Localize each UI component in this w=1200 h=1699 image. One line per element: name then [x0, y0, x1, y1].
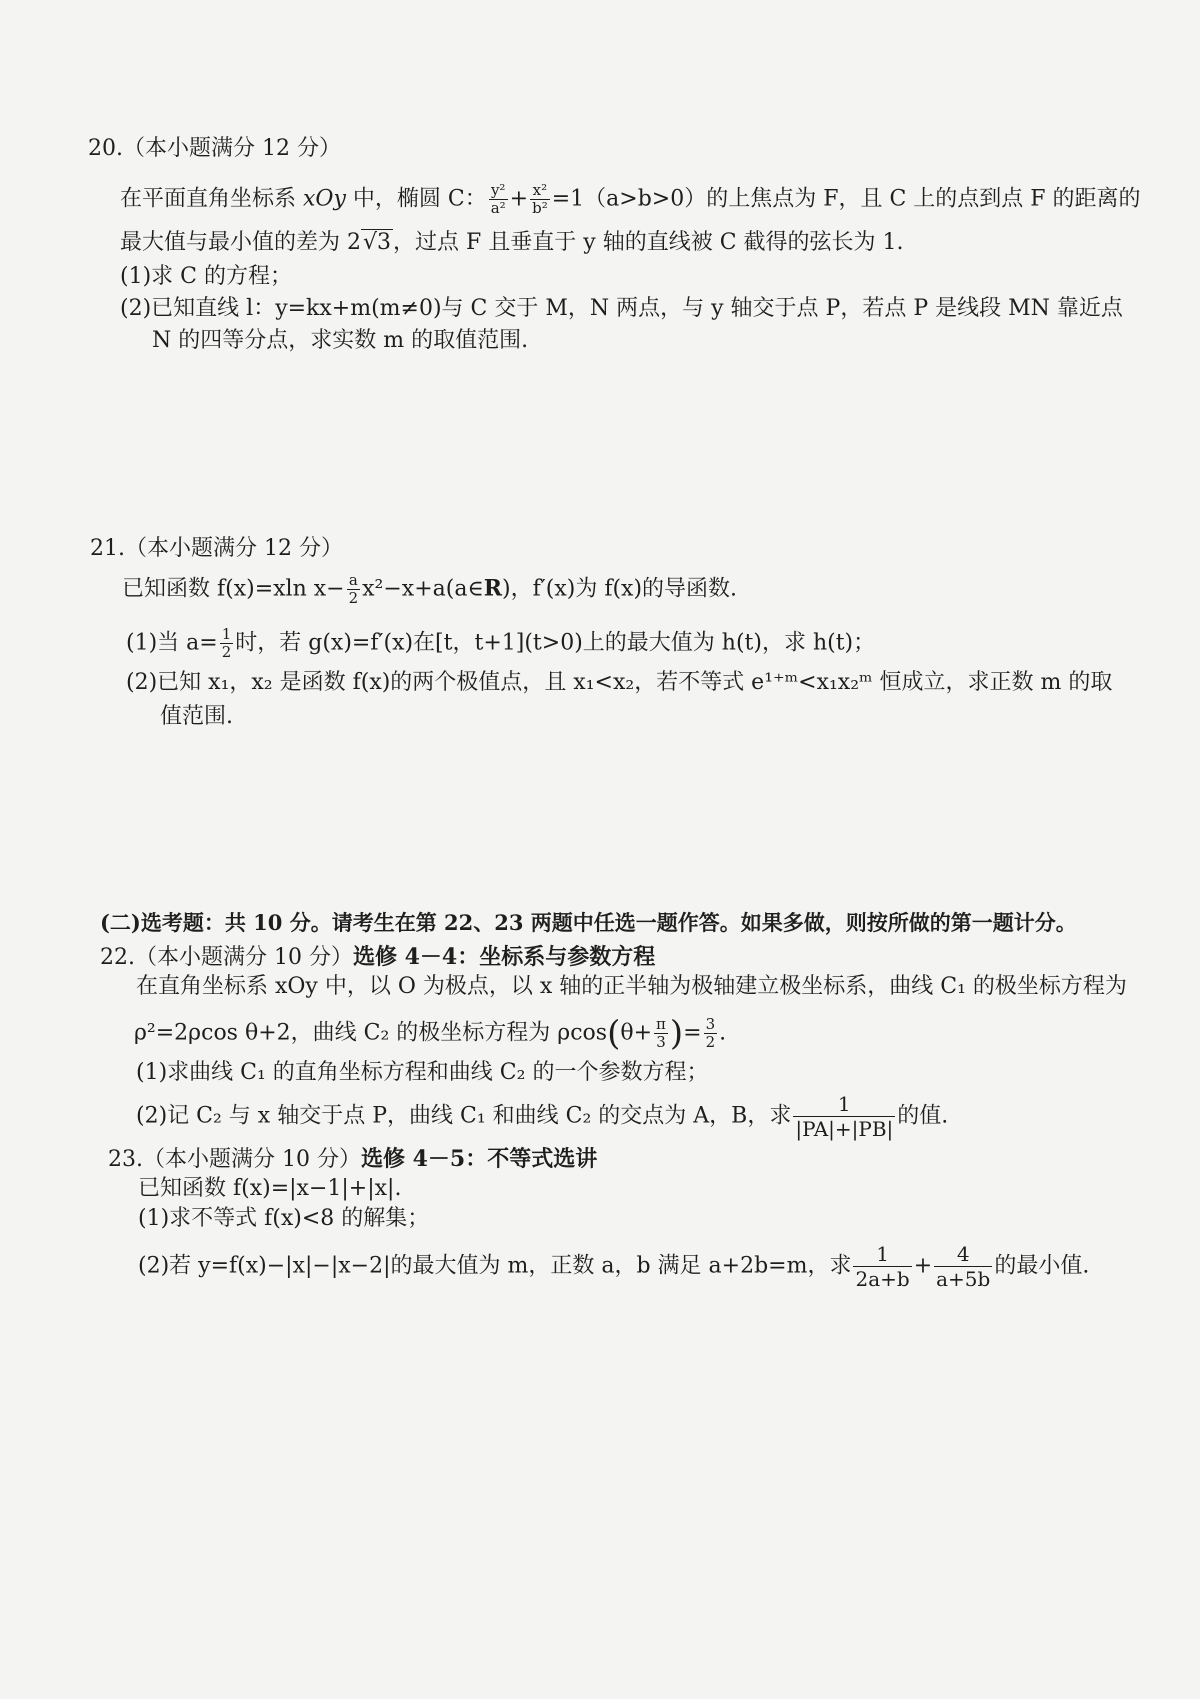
- q21-line1: 已知函数 f(x)=xln x− $\frac{a}{2}$ x²−x+a(a∈R)，f′(x)为 f(x)的导函数.: [122, 571, 738, 607]
- q20-frac-y2-a2: $\frac{\text{y²}}{\text{a²}}$: [490, 181, 506, 217]
- q23-part1: (1)求不等式 f(x)<8 的解集；: [138, 1206, 430, 1231]
- section-heading: (二)选考题：共 10 分。请考生在第 22、23 两题中任选一题作答。如果多做，则按所做的第一题计分。: [100, 910, 1077, 935]
- q21-header: 21.（本小题满分 12 分）: [90, 536, 343, 561]
- q23-part2: (2)若 y=f(x)−|x|−|x−2|的最大值为 m，正数 a，b 满足 a+2b=m，求 $\frac{1}{2a+b}$ + $\frac{4}{a+5b}$ 的最小值.: [138, 1242, 1090, 1291]
- q20-header: 20.（本小题满分 12 分）: [88, 136, 341, 161]
- q22-frac-3-2: $\frac{3}{2}$: [705, 1015, 716, 1051]
- q20-line1: 在平面直角坐标系 xOy 中，椭圆 C： $\frac{\text{y²}}{\text{a²}}$ + $\frac{\text{x²}}{\text{b²}}$ =1（a>b>0）的上焦点为 F，且 C 上的点到点 F 的距离的: [120, 181, 1141, 217]
- q23-frac-2: $\frac{4}{a+5b}$: [936, 1242, 991, 1291]
- q22-line2: ρ²=2ρcos θ+2，曲线 C₂ 的极坐标方程为 ρcos(θ+ $\frac{\pi}{3}$ )= $\frac{3}{2}$ .: [134, 1013, 727, 1054]
- q21-frac-1-2: $\frac{1}{2}$: [221, 625, 232, 661]
- q21-frac-a-2: $\frac{a}{2}$: [348, 571, 359, 607]
- q20-part2-line1: (2)已知直线 l：y=kx+m(m≠0)与 C 交于 M，N 两点，与 y 轴交于点 P，若点 P 是线段 MN 靠近点: [120, 296, 1123, 321]
- q22-frac-pi-3: $\frac{\pi}{3}$: [656, 1015, 666, 1051]
- bleed-through-texture: [250, 430, 1100, 580]
- q20-frac-x2-b2: $\frac{\text{x²}}{\text{b²}}$: [532, 181, 548, 217]
- q23-frac-1: $\frac{1}{2a+b}$: [855, 1242, 910, 1291]
- q20-line2: 最大值与最小值的差为 2√3，过点 F 且垂直于 y 轴的直线被 C 截得的弦长为 1.: [120, 230, 904, 255]
- q22-frac-abs: $\frac{1}{|PA|+|PB|}$: [795, 1092, 894, 1141]
- q20-part1: (1)求 C 的方程；: [120, 264, 292, 289]
- q23-header: 23.（本小题满分 10 分）选修 4－5：不等式选讲: [108, 1146, 598, 1172]
- q22-line1: 在直角坐标系 xOy 中，以 O 为极点，以 x 轴的正半轴为极轴建立极坐标系，曲线 C₁ 的极坐标方程为: [136, 974, 1127, 999]
- q21-part2-line2: 值范围.: [160, 704, 233, 729]
- q20-part2-line2: N 的四等分点，求实数 m 的取值范围.: [152, 328, 529, 353]
- q22-part1: (1)求曲线 C₁ 的直角坐标方程和曲线 C₂ 的一个参数方程；: [136, 1060, 709, 1085]
- q21-part2-line1: (2)已知 x₁，x₂ 是函数 f(x)的两个极值点，且 x₁<x₂，若不等式 e¹⁺ᵐ<x₁x₂ᵐ 恒成立，求正数 m 的取: [126, 670, 1113, 695]
- q22-header: 22.（本小题满分 10 分）选修 4－4：坐标系与参数方程: [100, 944, 656, 970]
- sqrt-symbol: √3: [363, 230, 392, 255]
- q21-part1: (1)当 a= $\frac{1}{2}$ 时，若 g(x)=f′(x)在[t，t+1](t>0)上的最大值为 h(t)，求 h(t)；: [126, 625, 876, 661]
- q22-part2: (2)记 C₂ 与 x 轴交于点 P，曲线 C₁ 和曲线 C₂ 的交点为 A，B，求 $\frac{1}{|PA|+|PB|}$ 的值.: [136, 1092, 949, 1141]
- q23-line1: 已知函数 f(x)=|x−1|+|x|.: [138, 1176, 402, 1201]
